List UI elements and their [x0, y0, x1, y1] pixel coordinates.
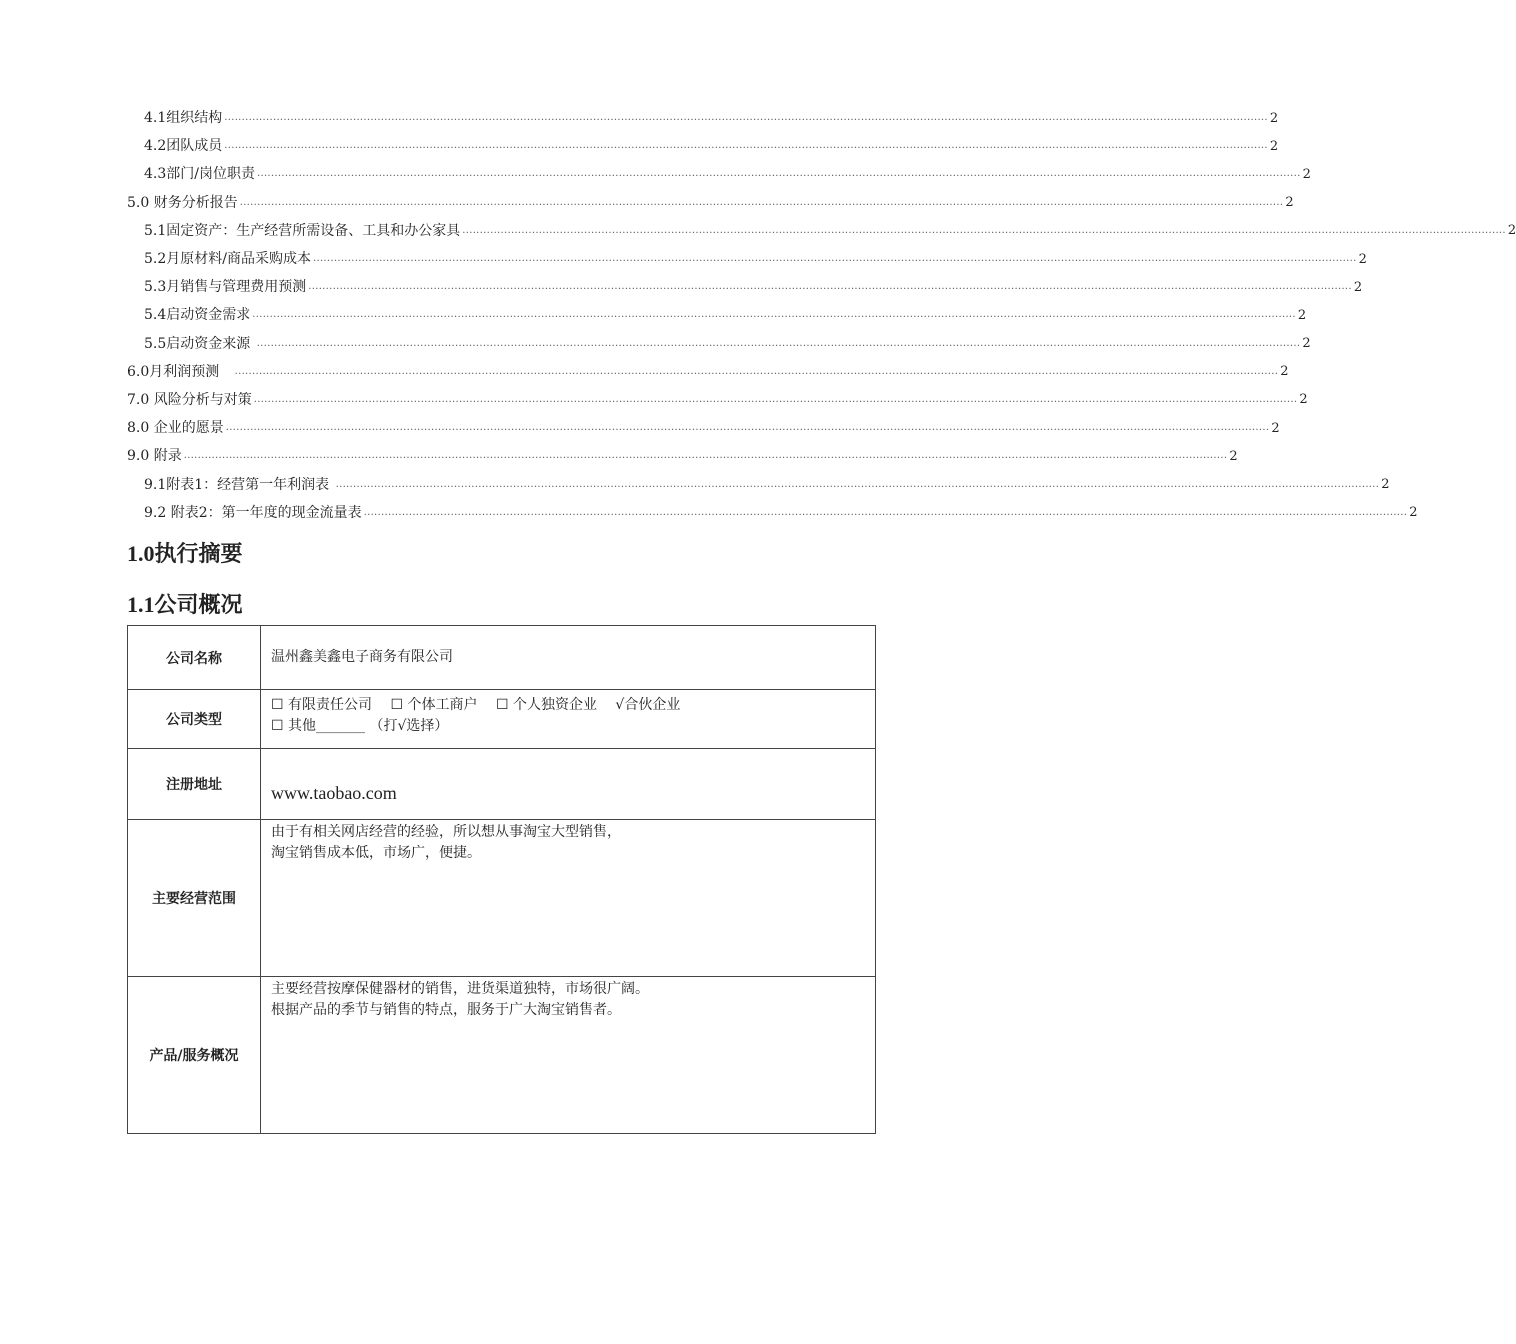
toc-entry[interactable] [127, 358, 1289, 386]
toc-entry-title: 4.2团队成员 [144, 138, 223, 155]
table-row [128, 690, 876, 749]
heading-company-overview: 1.1公司概况 [127, 592, 243, 617]
company-type-label: 公司类型 [128, 690, 261, 749]
toc-entry-title: 4.3部门/岗位职责 [144, 166, 255, 183]
type-option-sole-proprietor[interactable]: ☐ 个体工商户 [390, 697, 478, 713]
toc-entry-title: 9.2 附表2：第一年度的现金流量表 [144, 504, 362, 521]
product-overview-line: 主要经营按摩保健器材的销售，进货渠道独特，市场很广阔。 [271, 981, 649, 997]
company-name-label: 公司名称 [128, 626, 261, 690]
toc-entry[interactable] [127, 330, 1311, 358]
registered-address-cell [261, 749, 876, 820]
toc-entry-title: 4.1组织结构 [144, 110, 223, 127]
toc-entry-page: 2 [1409, 505, 1418, 521]
toc-entry-page: 2 [1302, 166, 1311, 182]
toc-leader: ............................................................................................................................................................................................................................................................................................................ [225, 422, 1270, 434]
toc-leader: ............................................................................................................................................................................................................................................................................................................ [256, 337, 1301, 349]
table-row [128, 749, 876, 820]
toc-entry-title: 5.3月销售与管理费用预测 [144, 279, 307, 296]
business-scope-label: 主要经营范围 [128, 820, 261, 977]
toc-entry-title: 5.0 财务分析报告 [127, 194, 238, 211]
toc-entry-page: 2 [1299, 392, 1308, 408]
type-option-individual-enterprise[interactable]: ☐ 个人独资企业 [495, 697, 597, 713]
business-scope-value [261, 820, 876, 977]
toc-leader: ............................................................................................................................................................................................................................................................................................................ [224, 140, 1268, 152]
toc-leader: ............................................................................................................................................................................................................................................................................................................ [462, 224, 1506, 236]
toc-leader: ............................................................................................................................................................................................................................................................................................................ [252, 309, 1296, 321]
company-name-value: 温州鑫美鑫电子商务有限公司 [261, 626, 876, 690]
toc-entry[interactable] [127, 442, 1238, 470]
toc-entry-title: 5.5启动资金来源 [144, 335, 255, 352]
toc-entry[interactable] [127, 386, 1308, 414]
toc-entry-page: 2 [1381, 477, 1390, 493]
toc-entry[interactable] [127, 132, 1279, 160]
toc-entry[interactable] [127, 414, 1280, 442]
toc-entry-title: 5.2月原材料/商品采购成本 [144, 251, 311, 268]
toc-entry[interactable] [127, 217, 1516, 245]
toc-leader: ............................................................................................................................................................................................................................................................................................................ [183, 450, 1228, 462]
table-row [128, 977, 876, 1134]
toc-entry-page: 2 [1269, 110, 1279, 126]
toc-leader: ............................................................................................................................................................................................................................................................................................................ [308, 281, 1352, 293]
toc-entry-page: 2 [1358, 251, 1367, 267]
toc-entry-title: 9.0 附录 [127, 448, 182, 465]
toc-entry-page: 2 [1269, 138, 1279, 154]
toc-entry[interactable] [127, 189, 1294, 217]
toc-entry-page: 2 [1297, 307, 1307, 323]
toc-entry-page: 2 [1229, 448, 1238, 464]
product-overview-value [261, 977, 876, 1134]
registered-address-value: www.taobao.com [271, 783, 397, 803]
business-scope-line: 由于有相关网店经营的经验，所以想从事淘宝大型销售， [271, 824, 621, 840]
toc-entry-title: 9.1附表1：经营第一年利润表 [144, 476, 334, 493]
toc-leader: ............................................................................................................................................................................................................................................................................................................ [234, 365, 1279, 377]
table-row [128, 820, 876, 977]
toc-entry[interactable] [127, 499, 1418, 527]
toc-entry-page: 2 [1285, 195, 1294, 211]
toc-entry-title: 5.4启动资金需求 [144, 307, 251, 324]
toc-entry-page: 2 [1302, 336, 1311, 352]
toc-entry-page: 2 [1353, 279, 1363, 295]
company-overview-table [127, 625, 876, 1134]
type-option-llc[interactable]: ☐ 有限责任公司 [271, 697, 373, 713]
toc-leader: ............................................................................................................................................................................................................................................................................................................ [256, 168, 1301, 180]
toc-entry[interactable] [127, 301, 1307, 329]
toc-entry-title: 5.1固定资产：生产经营所需设备、工具和办公家具 [144, 222, 461, 239]
toc-entry[interactable] [127, 160, 1311, 188]
table-of-contents [127, 104, 1516, 527]
toc-leader: ............................................................................................................................................................................................................................................................................................................ [335, 478, 1380, 490]
company-type-value [261, 690, 876, 749]
toc-leader: ............................................................................................................................................................................................................................................................................................................ [363, 506, 1408, 518]
table-row [128, 626, 876, 690]
toc-entry[interactable] [127, 104, 1279, 132]
toc-leader: ............................................................................................................................................................................................................................................................................................................ [239, 196, 1284, 208]
toc-entry-page: 2 [1280, 364, 1289, 380]
toc-entry[interactable] [127, 273, 1363, 301]
toc-entry-title: 7.0 风险分析与对策 [127, 391, 252, 408]
toc-leader: ............................................................................................................................................................................................................................................................................................................ [253, 393, 1298, 405]
toc-leader: ............................................................................................................................................................................................................................................................................................................ [312, 253, 1357, 265]
toc-entry-page: 2 [1271, 420, 1280, 436]
toc-entry-title: 6.0月利润预测 [127, 363, 233, 380]
toc-entry-title: 8.0 企业的愿景 [127, 420, 224, 437]
company-type-options [271, 695, 865, 716]
product-overview-label: 产品/服务概况 [128, 977, 261, 1134]
toc-entry[interactable] [127, 245, 1367, 273]
business-scope-line: 淘宝销售成本低，市场广，便捷。 [271, 845, 481, 861]
toc-entry[interactable] [127, 470, 1390, 498]
toc-entry-page: 2 [1507, 223, 1516, 239]
registered-address-label: 注册地址 [128, 749, 261, 820]
type-option-other[interactable]: ☐ 其他_______ （打√选择） [271, 718, 449, 734]
type-option-partnership[interactable]: √合伙企业 [615, 697, 681, 713]
heading-executive-summary: 1.0执行摘要 [127, 541, 243, 566]
toc-leader: ............................................................................................................................................................................................................................................................................................................ [224, 112, 1268, 124]
product-overview-line: 根据产品的季节与销售的特点，服务于广大淘宝销售者。 [271, 1002, 621, 1018]
